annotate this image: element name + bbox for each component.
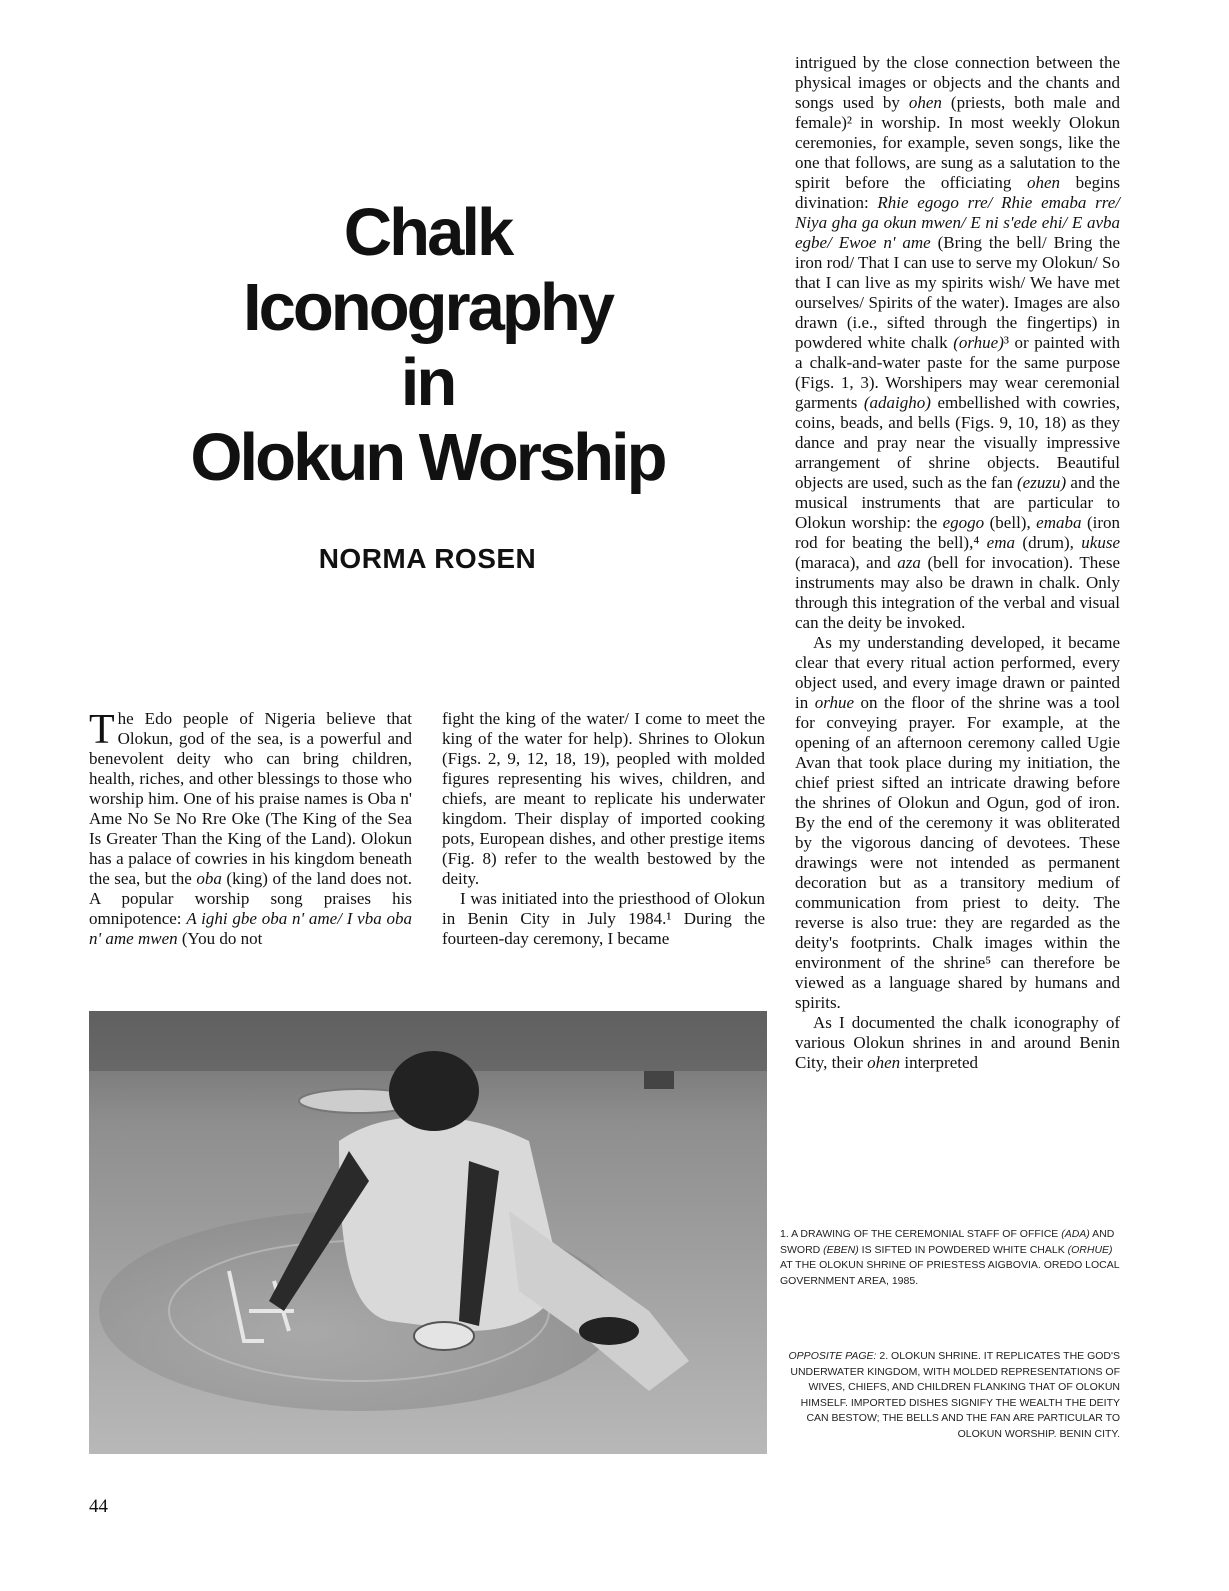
title-line: Chalk	[343, 195, 512, 270]
italic-term: ukuse	[1081, 533, 1120, 552]
italic-term: ohen	[1026, 173, 1061, 192]
text-run: As my understanding developed, it became clear that every ritual action performed, every object used, and every image drawn or painted in	[795, 633, 1120, 712]
text-run: ³ or painted with a chalk-and-water paste for the same purpose (Figs. 1, 3). Worshipers may wear ceremonial garments	[795, 333, 1120, 412]
italic-song: A ighi gbe oba n' ame/ I vba oba n' ame mwen	[89, 909, 412, 948]
italic-term: orhue	[814, 693, 855, 712]
text-run: on the floor of the shrine was a tool for conveying prayer. For example, at the opening of an afternoon ceremony called Ugie Avan that took place during my initiation, the chief priest sifted an intricate drawing before the shrines of Olokun and Ogun, god of iron. By the end of the ceremony it was obliterated by the vigorous dancing of devotees. These drawings were not intended as permanent decoration but as a transitory medium of communication from priest to deity. The reverse is also true: they are regarded as the deity's footprints. Chalk images within the environment of the shrine⁵ can therefore be viewed as a language shared by humans and spirits.	[795, 693, 1120, 1012]
italic-term: ohen	[867, 1053, 901, 1072]
italic-term: egogo	[942, 513, 985, 532]
italic-term: (ORHUE)	[1067, 1243, 1113, 1256]
italic-term: (orhue)	[953, 333, 1004, 352]
figure-2-caption	[780, 1349, 1120, 1443]
chalk-bowl	[414, 1322, 474, 1350]
body-column-3	[795, 53, 1120, 1073]
drop-cap: T	[89, 707, 115, 753]
figure-1-photo	[89, 1011, 767, 1454]
text-run: (bell for invocation). These instruments may also be drawn in chalk. Only through this integration of the verbal and visual can the deity be invoked.	[795, 553, 1121, 632]
text-run: (maraca), and	[795, 553, 898, 572]
italic-term: (adaigho)	[863, 393, 931, 412]
author-byline: NORMA ROSEN	[318, 543, 537, 574]
text-run: he Edo people of Nigeria believe that Olokun, god of the sea, is a powerful and benevolent deity who can bring children, health, riches, and other blessings to those who worship him. One of his praise names is Oba n' Ame No Se No Rre Oke (The King of the Sea Is Greater Than the King of the Land). Olokun has a palace of cowries in his kingdom beneath the sea, but the	[89, 709, 412, 888]
article-title	[150, 195, 705, 495]
woman-head	[389, 1051, 479, 1131]
paragraph: I was initiated into the priesthood of Olokun in Benin City in July 1984.¹ During the fourteen-day ceremony, I became	[442, 889, 765, 948]
text-run: (iron rod for beating the bell),⁴	[795, 513, 1120, 552]
text-run: AT THE OLOKUN SHRINE OF PRIESTESS AIGBOVIA. OREDO LOCAL GOVERNMENT AREA, 1985.	[780, 1259, 1120, 1287]
text-run: (bell),	[984, 513, 1037, 532]
text-run: (drum),	[1015, 533, 1082, 552]
italic-term: (ezuzu)	[1017, 473, 1067, 492]
italic-term: emaba	[1036, 513, 1082, 532]
italic-song: Rhie egogo rre/ Rhie emaba rre/ Niya gha ga okun mwen/ E ni s'ede ehi/ E avba egbe/ Ewoe n' ame	[795, 193, 1120, 252]
text-run: (You do not	[177, 929, 263, 948]
page-number: 44	[89, 1496, 108, 1517]
paragraph: fight the king of the water/ I come to meet the king of the water for help). Shrines to Olokun (Figs. 2, 9, 12, 18, 19), peopled with molded figures representing his wives, children, and chiefs, are meant to replicate his underwater kingdom. Their display of imported cooking pots, European dishes, and other prestige items (Fig. 8) refer to the wealth bestowed by the deity.	[442, 709, 765, 888]
background-object	[644, 1071, 674, 1089]
caption-label: OPPOSITE PAGE:	[788, 1350, 877, 1362]
text-run: AND SWORD	[780, 1228, 1115, 1256]
title-line: in	[400, 345, 455, 420]
body-column-2	[442, 709, 765, 949]
text-run: 1. A DRAWING OF THE CEREMONIAL STAFF OF OFFICE	[780, 1228, 1062, 1240]
text-run: (priests, both male and female)² in worship. In most weekly Olokun ceremonies, for example, seven songs, like the one that follows, are sung as a salutation to the spirit before the officiating	[795, 93, 1120, 192]
text-run: interpreted	[900, 1053, 979, 1072]
text-run: 2. OLOKUN SHRINE. IT REPLICATES THE GOD'S UNDERWATER KINGDOM, WITH MOLDED REPRESENTATIONS OF WIVES, CHIEFS, AND CHILDREN FLANKING THAT OF OLOKUN HIMSELF. IMPORTED DISHES SIGNIFY THE WEALTH THE DEITY CAN BESTOW; THE BELLS AND THE FAN ARE PARTICULAR TO OLOKUN WORSHIP. BENIN CITY.	[790, 1350, 1120, 1440]
italic-term: ema	[986, 533, 1015, 552]
title-line: Iconography	[242, 270, 613, 345]
text-run: begins divination:	[795, 173, 1120, 212]
text-run: IS SIFTED IN POWDERED WHITE CHALK	[858, 1243, 1068, 1256]
italic-term: (ADA)	[1061, 1228, 1090, 1240]
text-run: (king) of the land does not. A popular worship song praises his omnipotence:	[89, 869, 412, 928]
body-column-1	[89, 709, 412, 949]
italic-term: ohen	[908, 93, 942, 112]
text-run: embellished with cowries, coins, beads, and bells (Figs. 9, 10, 18) as they dance and pray near the visually impressive arrangement of shrine objects. Beautiful objects are used, such as the fan	[795, 393, 1120, 492]
paragraph	[795, 1013, 1120, 1073]
title-line: Olokun Worship	[190, 420, 665, 495]
italic-term: aza	[897, 553, 921, 572]
woman-knee	[579, 1317, 639, 1345]
text-run: and the musical instruments that are particular to Olokun worship: the	[795, 473, 1120, 532]
paragraph	[795, 53, 1120, 633]
italic-term: (EBEN)	[823, 1243, 859, 1256]
photo-illustration	[89, 1011, 767, 1454]
italic-term: oba	[196, 869, 222, 888]
text-run: (Bring the bell/ Bring the iron rod/ That I can use to serve my Olokun/ So that I can live as my spirits wish/ We have met ourselves/ Spirits of the water). Images are also drawn (i.e., sifted through the fingertips) in powdered white chalk	[795, 233, 1120, 352]
text-run: intrigued by the close connection between the physical images or objects and the chants and songs used by	[795, 53, 1120, 112]
text-run: As I documented the chalk iconography of various Olokun shrines in and around Benin City, their	[795, 1013, 1120, 1072]
figure-1-caption	[780, 1227, 1125, 1289]
paragraph	[795, 633, 1120, 1013]
paragraph	[89, 709, 412, 949]
